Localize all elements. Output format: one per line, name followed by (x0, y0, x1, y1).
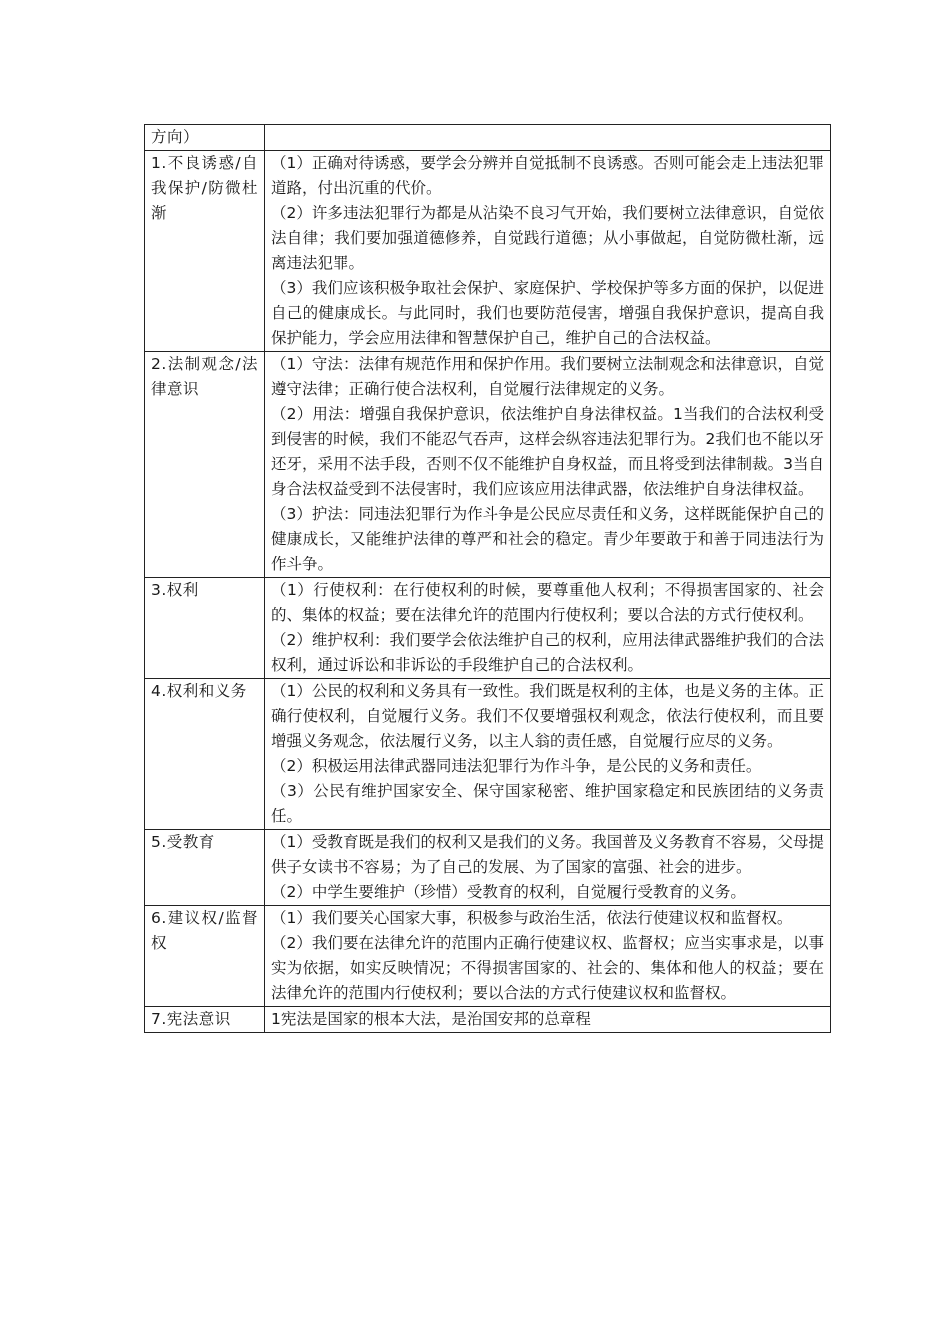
paragraph: （1）公民的权利和义务具有一致性。我们既是权利的主体，也是义务的主体。正确行使权利，自觉履行义务。我们不仅要增强权利观念，依法行使权利，而且要增强义务观念，依法履行义务，以主人翁的责任感，自觉履行应尽的义务。 (271, 682, 824, 750)
paragraph: （1）守法：法律有规范作用和保护作用。我们要树立法制观念和法律意识，自觉遵守法律；正确行使合法权利，自觉履行法律规定的义务。 (271, 355, 824, 398)
paragraph: （2）中学生要维护（珍惜）受教育的权利，自觉履行受教育的义务。 (271, 883, 746, 901)
table-row (145, 830, 831, 906)
table-row (145, 352, 831, 578)
table-row (145, 578, 831, 679)
paragraph: （2）许多违法犯罪行为都是从沾染不良习气开始，我们要树立法律意识，自觉依法自律；我们要加强道德修养，自觉践行道德；从小事做起，自觉防微杜渐，远离违法犯罪。 (271, 204, 824, 272)
law-topics-table (144, 124, 831, 1033)
paragraph: （2）积极运用法律武器同违法犯罪行为作斗争，是公民的义务和责任。 (271, 757, 762, 775)
paragraph: （1）我们要关心国家大事，积极参与政治生活，依法行使建议权和监督权。 (271, 909, 793, 927)
paragraph: （2）维护权利：我们要学会依法维护自己的权利，应用法律武器维护我们的合法权利，通过诉讼和非诉讼的手段维护自己的合法权利。 (271, 631, 824, 674)
content-cell (265, 352, 831, 578)
paragraph: （3）护法：同违法犯罪行为作斗争是公民应尽责任和义务，这样既能保护自己的健康成长，又能维护法律的尊严和社会的稳定。青少年要敢于和善于同违法行为作斗争。 (271, 505, 824, 573)
topic-cell: 6.建议权/监督权 (145, 906, 265, 1007)
content-cell (265, 906, 831, 1007)
table-row (145, 679, 831, 830)
topic-cell: 2.法制观念/法律意识 (145, 352, 265, 578)
table-row (145, 151, 831, 352)
topic-cell: 3.权利 (145, 578, 265, 679)
paragraph: （1）受教育既是我们的权利又是我们的义务。我国普及义务教育不容易，父母提供子女读书不容易；为了自己的发展、为了国家的富强、社会的进步。 (271, 833, 824, 876)
topic-cell: 方向） (145, 125, 265, 151)
paragraph: （1）正确对待诱惑，要学会分辨并自觉抵制不良诱惑。否则可能会走上违法犯罪道路，付出沉重的代价。 (271, 154, 824, 197)
table-row (145, 125, 831, 151)
topic-cell: 4.权利和义务 (145, 679, 265, 830)
paragraph: （3）我们应该积极争取社会保护、家庭保护、学校保护等多方面的保护，以促进自己的健康成长。与此同时，我们也要防范侵害，增强自我保护意识，提高自我保护能力，学会应用法律和智慧保护自己，维护自己的合法权益。 (271, 279, 824, 347)
topic-cell: 1.不良诱惑/自我保护/防微杜渐 (145, 151, 265, 352)
table-row (145, 1007, 831, 1033)
content-cell (265, 1007, 831, 1033)
paragraph: （1）行使权利：在行使权利的时候，要尊重他人权利；不得损害国家的、社会的、集体的权益；要在法律允许的范围内行使权利；要以合法的方式行使权利。 (271, 581, 824, 624)
content-cell (265, 679, 831, 830)
content-cell (265, 830, 831, 906)
paragraph: （2）用法：增强自我保护意识，依法维护自身法律权益。1当我们的合法权利受到侵害的时候，我们不能忍气吞声，这样会纵容违法犯罪行为。2我们也不能以牙还牙，采用不法手段，否则不仅不能维护自身权益，而且将受到法律制裁。3当自身合法权益受到不法侵害时，我们应该应用法律武器，依法维护自身法律权益。 (271, 405, 824, 498)
content-cell (265, 125, 831, 151)
topic-cell: 5.受教育 (145, 830, 265, 906)
paragraph: （3）公民有维护国家安全、保守国家秘密、维护国家稳定和民族团结的义务责任。 (271, 782, 824, 825)
table-row (145, 906, 831, 1007)
content-cell (265, 578, 831, 679)
paragraph: 1宪法是国家的根本大法，是治国安邦的总章程 (271, 1010, 591, 1028)
paragraph: （2）我们要在法律允许的范围内正确行使建议权、监督权；应当实事求是，以事实为依据，如实反映情况；不得损害国家的、社会的、集体和他人的权益；要在法律允许的范围内行使权利；要以合法的方式行使建议权和监督权。 (271, 934, 824, 1002)
topic-cell: 7.宪法意识 (145, 1007, 265, 1033)
content-cell (265, 151, 831, 352)
